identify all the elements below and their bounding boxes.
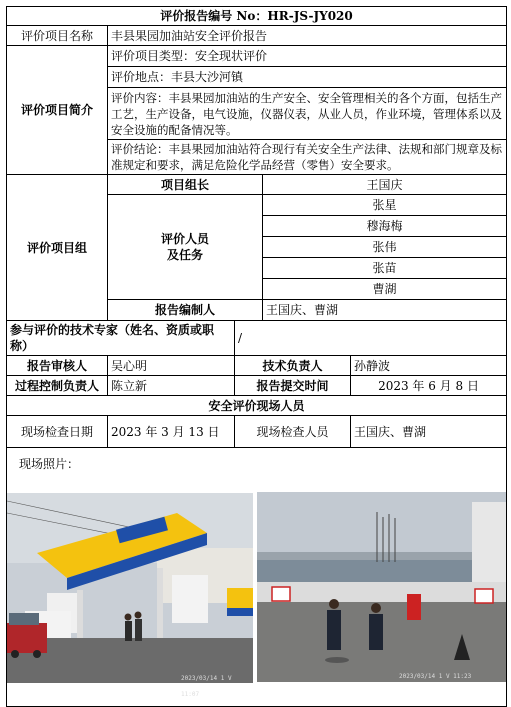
member-2: 穆海梅 (263, 216, 507, 237)
project-name-value: 丰县果园加油站安全评价报告 (108, 26, 507, 46)
intro-location: 评价地点：丰县大沙河镇 (108, 67, 507, 88)
experts-label: 参与评价的技术专家（姓名、资质或职称） (7, 321, 235, 356)
site-date-label: 现场检查日期 (7, 416, 108, 448)
member-3: 张伟 (263, 237, 507, 258)
gas-station-photo (7, 493, 253, 683)
photos-label: 现场照片： (19, 457, 80, 471)
evaluation-form (6, 6, 507, 707)
site-header: 安全评价现场人员 (7, 396, 507, 416)
reviewer-label: 报告审核人 (7, 356, 108, 376)
photo1-timestamp: 2023/03/14 1 V 11:07 (181, 675, 232, 698)
process-value: 陈立新 (108, 376, 235, 396)
intro-label: 评价项目简介 (7, 46, 108, 175)
tank-area-photo (257, 492, 506, 682)
member-1: 张星 (263, 195, 507, 216)
site-date-value: 2023 年 3 月 13 日 (108, 416, 235, 448)
tech-label: 技术负责人 (235, 356, 351, 376)
site-people-value: 王国庆、曹湖 (351, 416, 507, 448)
report-number-row (7, 7, 507, 26)
photo2-timestamp: 2023/03/14 1 V 11:23 (399, 673, 472, 680)
editor-value: 王国庆、曹湖 (263, 300, 507, 321)
experts-value: / (235, 321, 507, 356)
submit-value: 2023 年 6 月 8 日 (351, 376, 507, 396)
report-number: HR-JS-JY020 (267, 9, 353, 23)
members-label: 评价人员 及任务 (108, 195, 263, 300)
reviewer-value: 吴心明 (108, 356, 235, 376)
editor-label: 报告编制人 (108, 300, 263, 321)
site-people-label: 现场检查人员 (235, 416, 351, 448)
tech-value: 孙静波 (351, 356, 507, 376)
group-label: 评价项目组 (7, 175, 108, 321)
process-label: 过程控制负责人 (7, 376, 108, 396)
intro-type: 评价项目类型：安全现状评价 (108, 46, 507, 67)
report-number-label: 评价报告编号 No： (160, 9, 268, 23)
member-4: 张苗 (263, 258, 507, 279)
site-photo-station (7, 493, 253, 698)
site-photos-cell (7, 448, 507, 707)
intro-conclusion: 评价结论：丰县果园加油站符合现行有关安全生产法律、法规和部门规章及标准规定和要求，满足危险化学品经营（零售）安全要求。 (108, 140, 507, 175)
intro-content: 评价内容：丰县果园加油站的生产安全、安全管理相关的各个方面，包括生产工艺，生产设备，电气设施，仪器仪表，从业人员，作业环境，管理体系以及安全设施的配备情况等。 (108, 88, 507, 140)
leader-value: 王国庆 (263, 175, 507, 195)
site-photo-tanks (257, 492, 506, 682)
submit-label: 报告提交时间 (235, 376, 351, 396)
project-name-label: 评价项目名称 (7, 26, 108, 46)
leader-label: 项目组长 (108, 175, 263, 195)
member-5: 曹湖 (263, 279, 507, 300)
